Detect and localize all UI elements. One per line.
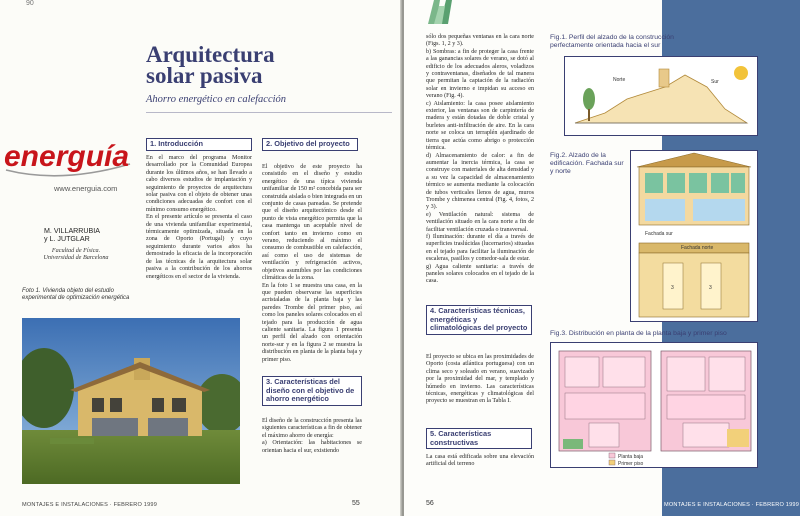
logo-wordmark: energuía	[4, 140, 130, 173]
right-page	[404, 0, 800, 516]
fig1-label-sur: Sur	[711, 79, 719, 85]
fig3-frame	[550, 342, 758, 468]
authors: M. VILLARRUBIA y L. JUTGLAR	[44, 227, 100, 244]
corner-mark: 90	[26, 0, 34, 7]
photo-caption: Foto 1. Vivienda objeto del estudio experimental de optimización energética	[22, 288, 130, 301]
section-objective-text: El objetivo de este proyecto ha consistido en el diseño y estudio energético de una típica vivienda unifamiliar de 150 m² concebida para ser construida aislada o bien integrada en un conjunto de casas pareadas. Se pretende que el diseño arquitectónico desde el punto de vista energético permita que la casa mantenga un aceptable nivel de confort tanto en invierno como en verano, reduciendo al máximo el consumo de combustible en calefacción, así como el uso de sistemas de ventilación y refrigeración activos, objetivos asumibles por las condiciones climáticas de la zona. En la foto 1 se muestra una casa, en la que pueden observarse las superficies acristaladas de la planta baja y las paredes Trombe del primer piso, así como los paneles solares colocados en el tejado para la producción de agua caliente sanitaria. La figura 1 presenta un perfil del alzado con orientación norte-sur y en la figura 2 se muestra la distribución en planta de la planta baja y primer piso.	[262, 164, 362, 363]
house-photo	[22, 318, 240, 484]
right-col1-text: sólo dos pequeñas ventanas en la cara norte (Figs. 1, 2 y 3). b) Sombras: a fin de proteger la casa frente a las ganancias solares de verano, se dotó al edificio de los adecuados aleros, voladizos y contraventanas, diseñados de tal manera que permitan la captación de la radiación solar en invierno e impidan su acceso en verano (Fig. 4). c) Aislamiento: la casa posee aislamiento exterior, las ventanas son de carpintería de madera y están dotadas de doble cristal y burletes anti-infiltración de aire. En la cara norte se coloca un terraplén ajardinado de tierra que actúa como abrigo o protección térmica. d) Almacenamiento de calor: a fin de aumentar la inercia térmica, la casa se construye con materiales de alta densidad y a su vez la capacidad de almacenamiento térmico se aumenta mediante la colocación de tubos verticales llenos de agua, muros Trombe y chimenea central (Fig. 4, fotos, 2 y 3). e) Ventilación natural: sistema de ventilación situado en la cara norte a fin de facilitar ventilación cruzada o transversal. f) Iluminación: durante el día a través de superficies traslúcidas (lucernarios) situadas en el tejado para facilitar la iluminación de escaleras, pasillos y comedor-sala de estar. g) Agua caliente sanitaria: a través de paneles solares colocados en el tejado de la casa.	[426, 34, 534, 285]
fig2-label-norte: Fachada norte	[681, 245, 714, 251]
section-objective-heading: 2. Objetivo del proyecto	[262, 138, 358, 151]
fig2-label-sur: Fachada sur	[645, 231, 673, 237]
article-title	[146, 44, 386, 86]
energuia-logo	[2, 140, 134, 182]
fig2-num-a: 3	[671, 285, 674, 291]
section-intro-text: En el marco del programa Monitor desarrollado por la Comunidad Europea durante los últimos años, se han llevado a cabo diversos estudios de implantación y seguimiento de proyectos de arquitectura solar pasiva con el objeto de obtener unas condiciones adecuadas de confort con el mínimo consumo energético. En el presente artículo se presenta el caso de una vivienda unifamiliar experimental, térmicamente optimizada, situada en la zona de Oporto (Portugal) y cuyo seguimiento durante varios años ha demostrado la eficacia de la incorporación de las técnicas de la arquitectura solar pasiva a la contribución de los ahorros energéticos en el sector de la vivienda.	[146, 155, 252, 280]
section-design-text: El diseño de la construcción presenta las siguientes características a fin de obtener el máximo ahorro de energía: a) Orientación: las habitaciones se orientan hacia el sur, existiendo	[262, 418, 362, 454]
fig2-facade-drawing	[631, 151, 757, 321]
right-page-number: 56	[426, 500, 434, 507]
title-rule	[146, 112, 392, 113]
fig1-caption: Fig.1. Perfil del alzado de la construcción perfectamente orientada hacia el sur	[550, 34, 674, 49]
fig1-label-norte: Norte	[613, 77, 626, 83]
section-design-heading: 3. Características del diseño con el objetivo de ahorro energético	[262, 376, 362, 406]
sun-icon	[734, 66, 748, 80]
fig3-legend-2: Primer piso	[618, 461, 644, 467]
right-footer: MONTAJES E INSTALACIONES · FEBRERO 1999	[664, 502, 800, 508]
left-page-number: 55	[352, 500, 360, 507]
fig1-elevation-drawing	[565, 57, 757, 135]
masthead-monogram-icon	[426, 0, 458, 24]
affiliation: Facultad de Física. Universidad de Barcelona	[43, 247, 109, 262]
title-line-1: Arquitectura	[146, 42, 275, 67]
section-intro-heading: 1. Introducción	[146, 138, 252, 151]
section-technical-heading: 4. Características técnicas, energéticas y climatológicas del proyecto	[426, 305, 532, 335]
fig3-legend-1: Planta baja	[618, 454, 644, 460]
section-constructive-text: La casa está edificada sobre una elevación artificial del terreno	[426, 454, 534, 468]
fig2-frame	[630, 150, 758, 322]
fig2-caption: Fig.2. Alzado de la edificación. Fachada sur y norte	[550, 152, 624, 175]
title-line-2: solar pasiva	[146, 63, 263, 88]
fig1-frame	[564, 56, 758, 136]
article-subtitle: Ahorro energético en calefacción	[146, 94, 287, 105]
fig2-num-b: 3	[709, 285, 712, 291]
fig3-caption: Fig.3. Distribución en planta de la planta baja y primer piso	[550, 330, 727, 337]
left-footer: MONTAJES E INSTALACIONES · FEBRERO 1999	[22, 502, 158, 508]
section-technical-text: El proyecto se ubica en las proximidades de Oporto (costa atlántica portuguesa) con un clima seco y soleado en verano, suavizado por la proximidad del mar, y templado y húmedo en invierno. Las características técnicas, energéticas y climatológicas del proyecto se muestran en la Tabla I.	[426, 354, 534, 405]
fig3-floorplan-drawing	[551, 343, 757, 467]
website-url: www.energuia.com	[54, 184, 118, 193]
section-constructive-heading: 5. Características constructivas	[426, 428, 532, 449]
